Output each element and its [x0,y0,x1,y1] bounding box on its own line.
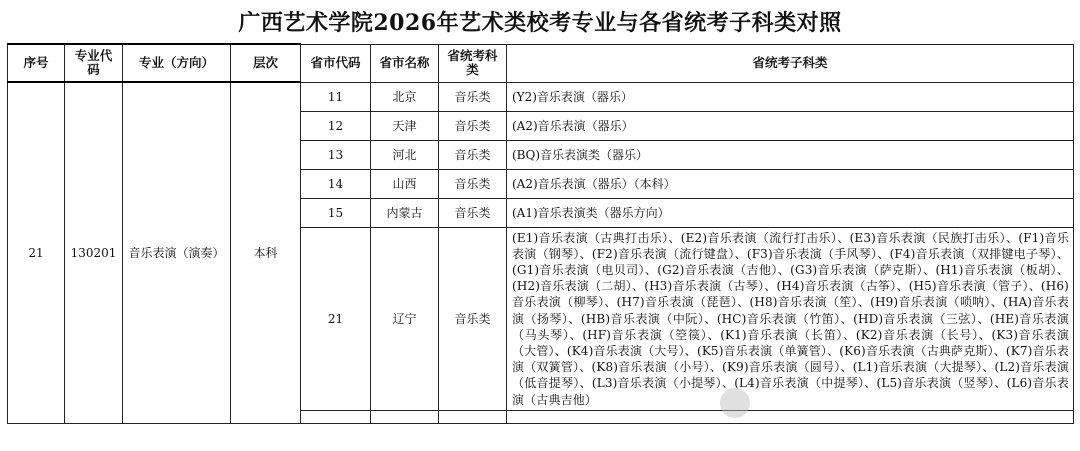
cell-category: 音乐类 [439,198,507,227]
header-major-code: 专业代码 [65,44,123,82]
cell-prov-name: 天津 [371,111,439,140]
cell-seq: 21 [8,82,65,423]
cell-category: 音乐类 [439,169,507,198]
cell-empty [371,410,439,423]
cell-prov-code: 12 [301,111,371,140]
header-category: 省统考科类 [439,44,507,82]
mapping-table [7,43,1074,424]
cell-level: 本科 [231,82,301,423]
cell-prov-code: 21 [301,227,371,410]
cell-major: 音乐表演（演奏） [123,82,231,423]
header-major: 专业（方向） [123,44,231,82]
cell-empty [439,410,507,423]
header-prov-name: 省市名称 [371,44,439,82]
cell-subject: (A2)音乐表演（器乐） [507,111,1074,140]
page-title: 广西艺术学院2026年艺术类校考专业与各省统考子科类对照 [238,10,842,36]
cell-empty [301,410,371,423]
header-subject: 省统考子科类 [507,44,1074,82]
cell-subject: (A2)音乐表演（器乐）（本科） [507,169,1074,198]
cell-prov-name: 山西 [371,169,439,198]
cell-category: 音乐类 [439,111,507,140]
cell-category: 音乐类 [439,82,507,111]
header-level: 层次 [231,44,301,82]
cell-subject: (A1)音乐表演类（器乐方向） [507,198,1074,227]
cell-empty [507,410,1074,423]
cell-category: 音乐类 [439,227,507,410]
cell-subject: (Y2)音乐表演（器乐） [507,82,1074,111]
cell-prov-code: 13 [301,140,371,169]
cell-prov-code: 15 [301,198,371,227]
cell-prov-name: 河北 [371,140,439,169]
header-seq: 序号 [8,44,65,82]
cell-major-code: 130201 [65,82,123,423]
cell-prov-code: 11 [301,82,371,111]
cell-prov-name: 辽宁 [371,227,439,410]
cell-subject: (E1)音乐表演（古典打击乐）、(E2)音乐表演（流行打击乐）、(E3)音乐表演（民族打击乐）、(F1)音乐表演（钢琴）、(F2)音乐表演（流行键盘）、(F3)音乐表演（手风琴）、(F4)音乐表演（双排键电子琴）、(G1)音乐表演（电贝司）、(G2)音乐表演（吉他）、(G3)音乐表演（萨克斯）、(H1)音乐表演（板胡）、(H2)音乐表演（二胡）、(H3)音乐表演（古琴）、(H4)音乐表演（古筝）、(H5)音乐表演（管子）、(H6)音乐表演（柳琴）、(H7)音乐表演（琵琶）、(H8)音乐表演（笙）、(H9)音乐表演（唢呐）、(HA)音乐表演（扬琴）、(HB)音乐表演（中阮）、(HC)音乐表演（竹笛）、(HD)音乐表演（三弦）、(HE)音乐表演（马头琴）、(HF)音乐表演（箜篌）、(K1)音乐表演（长笛）、(K2)音乐表演（长号）、(K3)音乐表演（大管）、(K4)音乐表演（大号）、(K5)音乐表演（单簧管）、(K6)音乐表演（古典萨克斯）、(K7)音乐表演（双簧管）、(K8)音乐表演（小号）、(K9)音乐表演（圆号）、(L1)音乐表演（大提琴）、(L2)音乐表演（低音提琴）、(L3)音乐表演（小提琴）、(L4)音乐表演（中提琴）、(L5)音乐表演（竖琴）、(L6)音乐表演（古典吉他） [507,227,1074,410]
header-row [8,44,1074,82]
cell-category: 音乐类 [439,140,507,169]
cell-prov-name: 内蒙古 [371,198,439,227]
cell-subject: (BQ)音乐表演类（器乐） [507,140,1074,169]
table-row [8,82,1074,111]
cell-prov-name: 北京 [371,82,439,111]
header-prov-code: 省市代码 [301,44,371,82]
cell-prov-code: 14 [301,169,371,198]
